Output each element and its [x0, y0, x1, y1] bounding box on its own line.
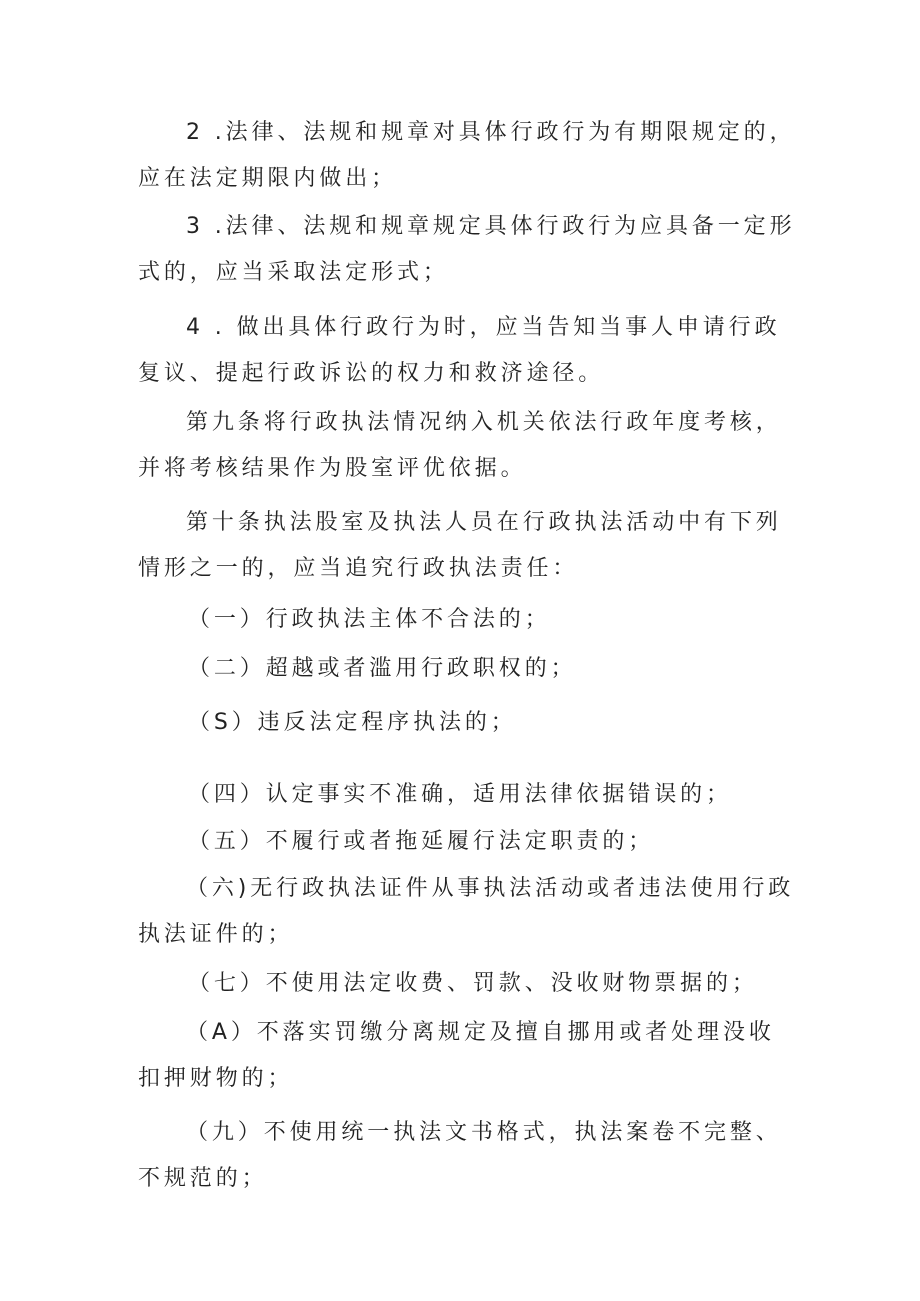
list-item: （二）超越或者滥用行政职权的；: [188, 656, 577, 681]
list-item: （四）认定事实不准确，适用法律依据错误的；: [188, 782, 732, 807]
list-item: （S）违反法定程序执法的；: [188, 710, 517, 735]
list-item: （九）不使用统一执法文书格式，执法案卷不完整、不规范的；: [138, 1120, 782, 1191]
list-item: （七）不使用法定收费、罚款、没收财物票据的；: [188, 971, 758, 996]
list-item: （A）不落实罚缴分离规定及擅自挪用或者处理没收扣押财物的；: [138, 1020, 775, 1091]
list-item: （六)无行政执法证件从事执法活动或者违法使用行政执法证件的；: [138, 876, 795, 947]
list-item: （五）不履行或者拖延履行法定职责的；: [188, 829, 655, 854]
list-item: （一）行政执法主体不合法的；: [188, 607, 551, 632]
paragraph-article-10: 第十条执法股室及执法人员在行政执法活动中有下列情形之一的，应当追究行政执法责任：: [138, 510, 782, 581]
paragraph-item-3: 3 .法律、法规和规章规定具体行政行为应具备一定形式的，应当采取法定形式；: [138, 214, 796, 285]
paragraph-article-9: 第九条将行政执法情况纳入机关依法行政年度考核，并将考核结果作为股室评优依据。: [138, 410, 782, 481]
paragraph-item-4: 4 . 做出具体行政行为时，应当告知当事人申请行政复议、提起行政诉讼的权力和救济途径。: [138, 315, 781, 386]
paragraph-item-2: 2 .法律、法规和规章对具体行政行为有期限规定的，应在法定期限内做出；: [138, 120, 796, 191]
